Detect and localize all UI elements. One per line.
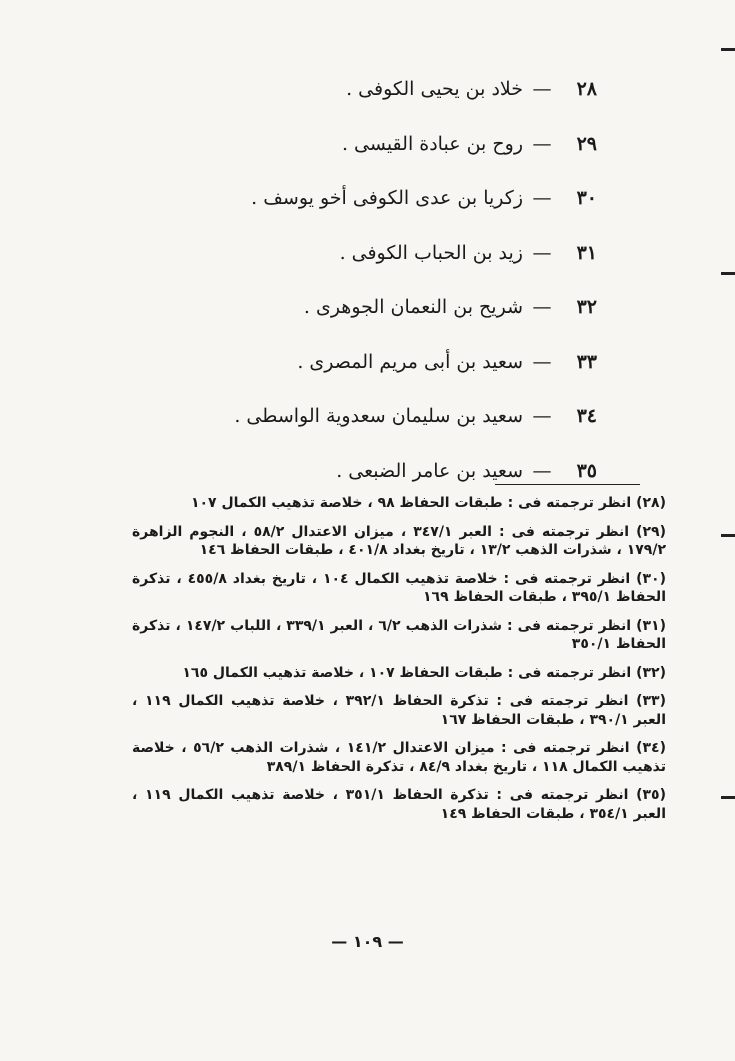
entry-list — [157, 62, 597, 498]
entry-dash: — — [532, 350, 552, 373]
footnote: (٣٢) انظر ترجمته فى : طبقات الحفاظ ١٠٧ ، خلاصة تذهيب الكمال ١٦٥ — [182, 664, 666, 681]
scan-edge-mark — [721, 272, 735, 275]
entry-name: روح بن عبادة القيسى . — [341, 132, 523, 155]
entry-name: سعيد بن أبى مريم المصرى . — [297, 350, 523, 373]
list-item — [157, 226, 597, 281]
entry-dash: — — [532, 459, 552, 482]
entry-number: ٣١ — [576, 241, 597, 264]
list-item — [157, 117, 597, 172]
footnotes — [132, 494, 666, 833]
entry-number: ٢٩ — [576, 132, 597, 155]
entry-number: ٣٥ — [576, 459, 597, 482]
footnote-divider — [495, 484, 640, 485]
list-item — [157, 171, 597, 226]
footnote: (٣٥) انظر ترجمته فى : تذكرة الحفاظ ٣٥١/١ ، خلاصة تذهيب الكمال ١١٩ ، العبر ٣٥٤/١ ، طبقات الحفاظ ١٤٩ — [132, 787, 666, 822]
footnote: (٣٣) انظر ترجمته فى : تذكرة الحفاظ ٣٩٢/١ ، خلاصة تذهيب الكمال ١١٩ ، العبر ٣٩٠/١ ، طبقات الحفاظ ١٦٧ — [132, 693, 666, 728]
entry-dash: — — [532, 187, 552, 210]
entry-dash: — — [532, 132, 552, 155]
entry-number: ٣٤ — [576, 405, 597, 428]
list-item — [157, 62, 597, 117]
footnote: (٣٤) انظر ترجمته فى : ميزان الاعتدال ١٤١/٢ ، شذرات الذهب ٥٦/٢ ، خلاصة تذهيب الكمال ١١٨ ، تاريخ بغداد ٨٤/٩ ، تذكرة الحفاظ ٣٨٩/١ — [132, 740, 667, 775]
footnote: (٣١) انظر ترجمته فى : شذرات الذهب ٦/٢ ، العبر ٣٣٩/١ ، اللباب ١٤٧/٢ ، تذكرة الحفاظ ٣٥٠/١ — [132, 617, 666, 652]
list-item — [157, 444, 597, 499]
entry-dash: — — [532, 241, 552, 264]
entry-name: زكريا بن عدى الكوفى أخو يوسف . — [251, 187, 523, 210]
entry-dash: — — [532, 296, 552, 319]
entry-dash: — — [532, 405, 552, 428]
scan-edge-mark — [721, 534, 735, 537]
entry-name: خلاد بن يحيى الكوفى . — [346, 78, 523, 101]
page-number: — ١٠٩ — — [331, 932, 404, 951]
footnote: (٢٨) انظر ترجمته فى : طبقات الحفاظ ٩٨ ، خلاصة تذهيب الكمال ١٠٧ — [190, 495, 666, 511]
list-item — [157, 280, 597, 335]
entry-name: سعيد بن سليمان سعدوية الواسطى . — [234, 405, 523, 428]
scan-edge-mark — [721, 796, 735, 799]
footnote: (٣٠) انظر ترجمته فى : خلاصة تذهيب الكمال ١٠٤ ، تاريخ بغداد ٤٥٥/٨ ، تذكرة الحفاظ ٣٩٥/١ ، طبقات الحفاظ ١٦٩ — [132, 570, 667, 605]
scan-edge-mark — [721, 48, 735, 51]
entry-dash: — — [532, 78, 552, 101]
list-item — [157, 389, 597, 444]
entry-number: ٢٨ — [576, 78, 597, 101]
footnote: (٢٩) انظر ترجمته فى : العبر ٣٤٧/١ ، ميزان الاعتدال ٥٨/٢ ، النجوم الزاهرة ١٧٩/٢ ، شذرات الذهب ١٣/٢ ، تاريخ بغداد ٤٠١/٨ ، طبقات الحفاظ ١٤٦ — [132, 523, 666, 558]
entry-name: سعيد بن عامر الضبعى . — [336, 459, 523, 482]
entry-number: ٣٠ — [576, 187, 597, 210]
list-item — [157, 335, 597, 390]
entry-name: شريح بن النعمان الجوهرى . — [303, 296, 523, 319]
entry-number: ٣٣ — [576, 350, 597, 373]
entry-name: زيد بن الحباب الكوفى . — [339, 241, 523, 264]
entry-number: ٣٢ — [576, 296, 597, 319]
